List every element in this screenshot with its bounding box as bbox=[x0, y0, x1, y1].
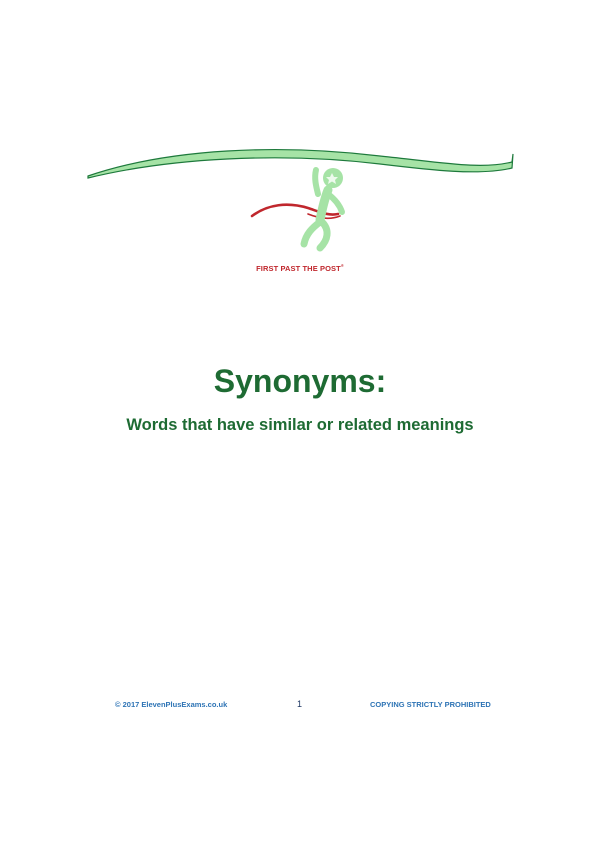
brand-text: FIRST PAST THE POST bbox=[256, 264, 341, 273]
page-title: Synonyms: bbox=[213, 363, 387, 399]
footer-page-number: 1 bbox=[297, 699, 303, 709]
trademark-symbol: ® bbox=[340, 263, 344, 268]
footer-notice: COPYING STRICTLY PROHIBITED bbox=[370, 700, 491, 709]
page-subtitle: Words that have similar or related meanings bbox=[126, 416, 474, 434]
runner-logo-icon bbox=[248, 164, 358, 256]
footer-copyright: © 2017 ElevenPlusExams.co.uk bbox=[115, 700, 228, 709]
brand-name bbox=[0, 263, 600, 273]
